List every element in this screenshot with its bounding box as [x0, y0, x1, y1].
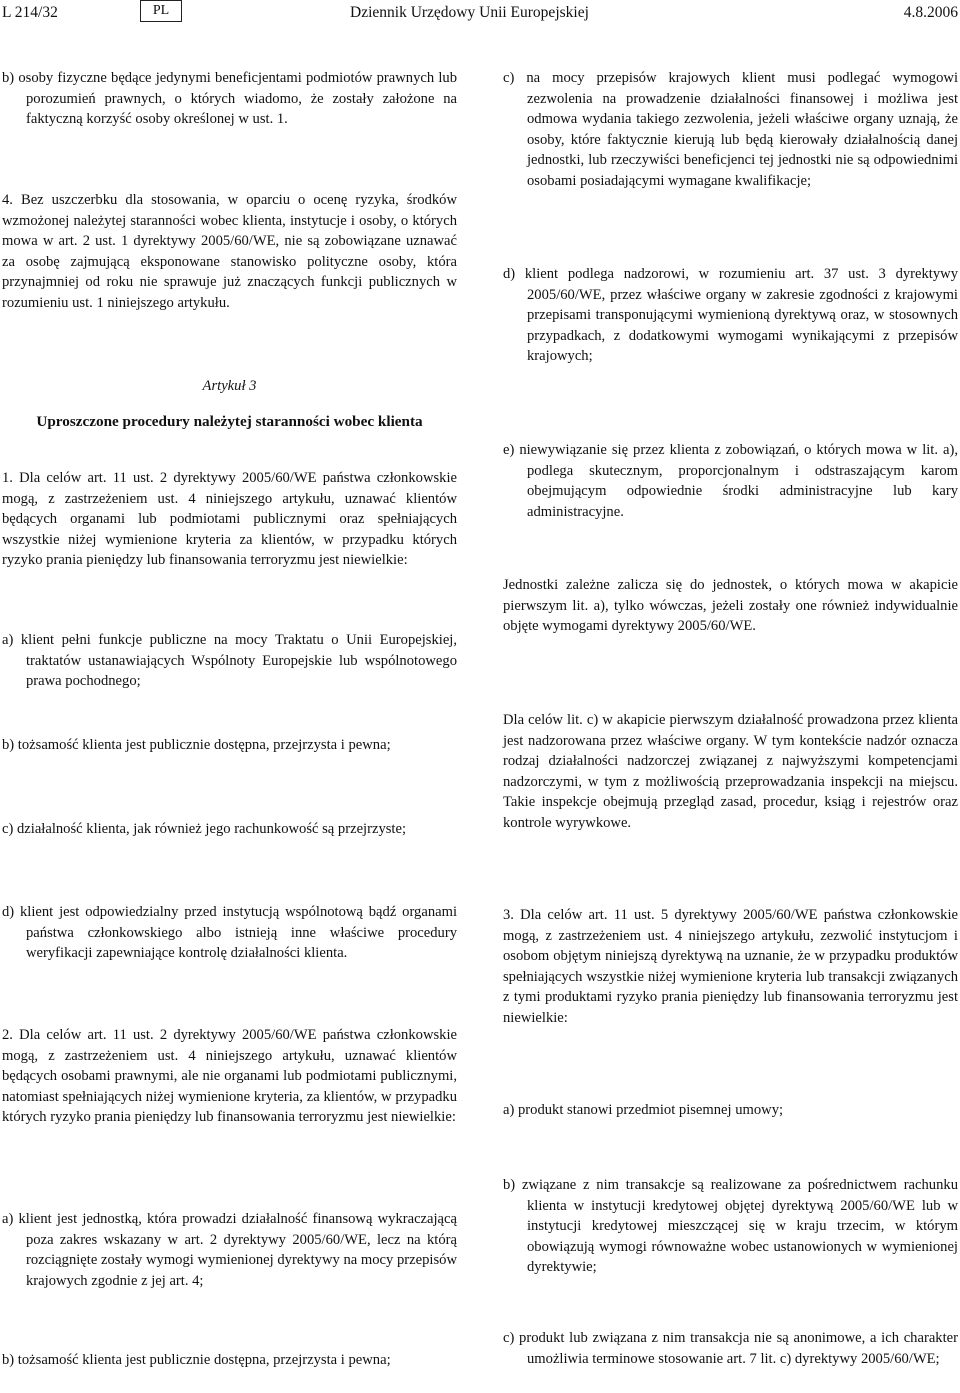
journal-title: Dziennik Urzędowy Unii Europejskiej — [350, 4, 589, 21]
para-supervision-definition: Dla celów lit. c) w akapicie pierwszym działalność prowadzona przez klienta jest nadzorowana przez właściwe organy. W tym kontekście nadzór oznacza rodzaj działalności nadzorczej związanej z najwyższymi kompetencjami nadzorczymi, w tym z możliwością przeprowadzania inspekcji na miejscu. Takie inspekcje obejmują przegląd zasad, procedur, ksiąg i rejestrów oraz kontrole wyrywkowe. — [503, 712, 958, 831]
para-b-beneficiaries: b) osoby fizyczne będące jedynymi beneficjentami podmiotów prawnych lub porozumień prawnych, o których wiadomo, że zostały założone na faktyczną korzyść osoby określonej w ust. 1. — [2, 70, 457, 127]
section-divider — [2, 872, 958, 873]
page-header — [0, 0, 960, 28]
item-b: b) tożsamość klienta jest publicznie dostępna, przejrzysta i pewna; — [2, 737, 391, 753]
para-4: 4. Bez uszczerbku dla stosowania, w oparciu o ocenę ryzyka, środków wzmożonej należytej staranności wobec klienta, instytucje i osoby, o których mowa w art. 2 ust. 1 dyrektywy 2005/60/WE, nie są zobowiązane uznawać za osobę zajmującą eksponowane stanowisko polityczne osoby, która przynajmniej od roku nie sprawuje już znaczących funkcji publicznych w rozumieniu ust. 1 niniejszego artykułu. — [2, 192, 457, 311]
publication-date: 4.8.2006 — [903, 4, 958, 21]
language-code: PL — [140, 0, 182, 22]
article-title: Uproszczone procedury należytej staranności wobec klienta — [36, 413, 423, 430]
para-1: 1. Dla celów art. 11 ust. 2 dyrektywy 2005/60/WE państwa członkowskie mogą, z zastrzeżeniem ust. 4 niniejszego artykułu, uznawać klientów będących organami lub podmiotami publicznymi oraz spełniających wszystkie niżej wymienione kryteria za klientów, w przypadku których ryzyko prania pieniędzy lub finansowania terroryzmu jest niewielkie: — [2, 470, 457, 568]
page-number: L 214/32 — [2, 4, 58, 21]
item-c: c) działalność klienta, jak również jego rachunkowość są przejrzyste; — [2, 821, 407, 837]
item-c-not-anonymous: c) produkt lub związana z nim transakcja nie są anonimowe, a ich charakter umożliwia terminowe stosowanie art. 7 lit. c) dyrektywy 2005/60/WE; — [503, 1330, 958, 1367]
para-3: 3. Dla celów art. 11 ust. 5 dyrektywy 2005/60/WE państwa członkowskie mogą, z zastrzeżeniem ust. 4 niniejszego artykułu, zezwolić instytucjom i osobom objętym niniejszą dyrektywą na uznanie, że w przypadku produktów spełniających wszystkie niżej wymienione kryteria lub transakcji związanych z tymi produktami ryzyko prania pieniędzy lub finansowania terroryzmu jest niewielkie: — [503, 907, 958, 1026]
item-c-authorisation: c) na mocy przepisów krajowych klient musi podlegać wymogowi zezwolenia na prowadzenie działalności finansowej i możliwa jest odmowa wydania takiego zezwolenia, jeżeli właściwe organy uznają, że osoby, które faktycznie kierują lub będą kierowały działalnością danej jednostki, lub rzeczywiści beneficjenci tej jednostki nie są odpowiednimi osobami posiadającymi wymagane kwalifikacje; — [503, 70, 958, 189]
para-subsidiaries: Jednostki zależne zalicza się do jednostek, o których mowa w akapicie pierwszym lit. a), tylko wówczas, jeżeli zostały one również indywidualnie objęte wymogami dyrektywy 2005/60/WE. — [503, 577, 958, 634]
item-a-written-contract: a) produkt stanowi przedmiot pisemnej umowy; — [503, 1102, 784, 1118]
item-d-accountability: d) klient jest odpowiedzialny przed instytucją wspólnotową bądź organami państwa członkowskiego albo istnieją inne właściwe procedury weryfikacji zapewniające kontrolę działalności klienta. — [2, 904, 457, 961]
article-number: Artykuł 3 — [202, 378, 257, 394]
para-2: 2. Dla celów art. 11 ust. 2 dyrektywy 2005/60/WE państwa członkowskie mogą, z zastrzeżeniem ust. 4 niniejszego artykułu, uznawać klientów będących osobami prawnymi, ale nie organami lub podmiotami publicznymi, natomiast spełniających niżej wymienione kryteria, za klientów, w przypadku których ryzyko prania pieniędzy lub finansowania terroryzmu jest niewielkie: — [2, 1027, 457, 1125]
item-a-financial-activity: a) klient jest jednostką, która prowadzi działalność finansową wykraczającą poza zakres wskazany w art. 2 dyrektywy 2005/60/WE, lecz na którą rozciągnięte zostały wymogi wymienionej dyrektywy na mocy przepisów krajowych zgodnie z jej art. 4; — [2, 1211, 457, 1289]
item-e-sanctions: e) niewywiązanie się przez klienta z zobowiązań, o których mowa w lit. a), podlega skutecznym, proporcjonalnym i odstraszającym karom obejmującym odpowiednie środki administracyjne lub kary administracyjne. — [503, 442, 958, 520]
item-a: a) klient pełni funkcje publiczne na mocy Traktatu o Unii Europejskiej, traktatów ustanawiających Wspólnoty Europejskie lub wspólnotowego prawa pochodnego; — [2, 632, 457, 689]
item-b-identity: b) tożsamość klienta jest publicznie dostępna, przejrzysta i pewna; — [2, 1352, 391, 1368]
item-b-credit-institution: b) związane z nim transakcje są realizowane za pośrednictwem rachunku klienta w instytucji kredytowej objętej dyrektywą 2005/60/WE lub w instytucji kredytowej mieszczącej się w kraju trzecim, w którym obowiązują wymogi równoważne wobec ustanowionych w wymienionej dyrektywie; — [503, 1177, 958, 1275]
item-d-supervision: d) klient podlega nadzorowi, w rozumieniu art. 37 ust. 3 dyrektywy 2005/60/WE, przez właściwe organy w zakresie zgodności z krajowymi przepisami transponującymi wymienioną dyrektywą oraz, w stosownych przypadkach, z dodatkowymi wymogami wynikającymi z przepisów krajowych; — [503, 266, 958, 364]
